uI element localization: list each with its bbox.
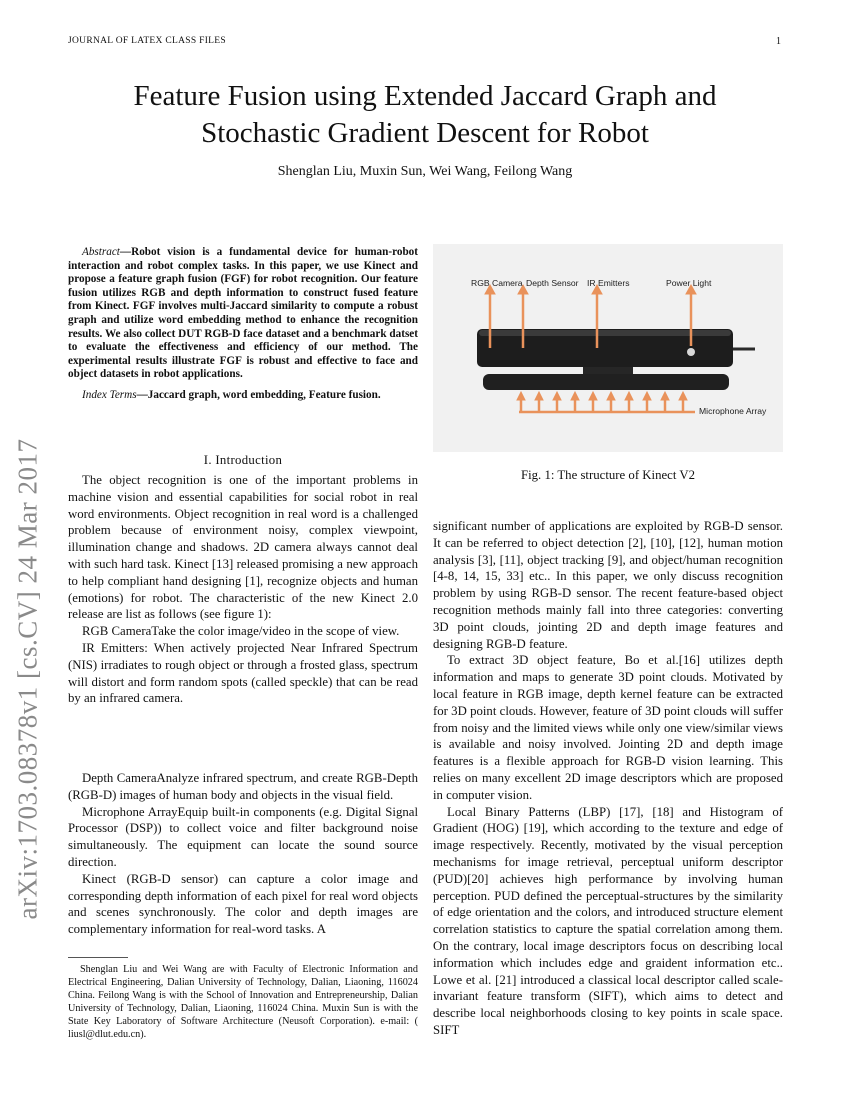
footnote-block [68, 963, 418, 1041]
kinect-illustration [433, 244, 783, 452]
abstract [68, 246, 418, 382]
microphone-array-paragraph: Microphone ArrayEquip built-in components (e.g. Digital Signal Processor (DSP)) to collect voice and filter background noise simultaneously. The equipment can locate the sound source direction. [68, 804, 418, 869]
author-list: Shenglan Liu, Muxin Sun, Wei Wang, Feilong Wang [277, 164, 573, 179]
label-ir-emitters: IR Emitters [587, 278, 630, 288]
mic-arrowhead [589, 392, 597, 400]
label-microphone-array: Microphone Array [699, 406, 767, 416]
kinect-paragraph: Kinect (RGB-D sensor) can capture a color image and corresponding depth information of each pixel for real word objects and scenes synchronously. The color and depth images are complementary information for real-word tasks. A [68, 871, 418, 937]
point-cloud-paragraph: To extract 3D object feature, Bo et al.[16] utilizes depth information and maps to generate 3D point clouds. Motivated by local feature in RGB image, depth kernel feature can be extracted for 3D point clouds. However, feature of 3D point clouds will suffer from noisy and the limited views while only one view/similar views is available and noisy involved. Jointing 2D and depth image features is a flexible approach for RGB-D vision learning. This relies on many excellent 2D image descriptors which are proposed in computer vision. [433, 653, 783, 802]
intro-paragraph: The object recognition is one of the important problems in machine vision and essential capabilities for social robot in real word environments. Object recognition in real word is a challenged problem because of environment noisy, complex viewpoint, illumination change and shadows. 2D camera always cannot deal with such hard task. Kinect [13] released promising a new approach to help compliant hand designing [1], recognize objects and human (emotions) for robot. The characteristic of the new Kinect 2.0 release are list as follows (see figure 1): [68, 473, 418, 622]
right-column-body [433, 518, 783, 1039]
section-heading-introduction: I. Introduction [203, 453, 283, 467]
paper-title [60, 78, 790, 152]
mic-arrowhead [625, 392, 633, 400]
abstract-label: Abstract [82, 246, 120, 258]
mic-arrowhead [571, 392, 579, 400]
title-line-1: Feature Fusion using Extended Jaccard Graph and [133, 80, 717, 112]
label-rgb-camera: RGB Camera [471, 278, 523, 288]
index-terms-label: Index Terms [82, 388, 137, 401]
label-depth-sensor: Depth Sensor [526, 278, 579, 288]
ir-emitters-paragraph: IR Emitters: When actively projected Near Infrared Spectrum (NIS) irradiates to rough object or through a frosted glass, spectrum will distort and form random spots (called speckle) that can be read by an infrared camera. [68, 640, 418, 706]
running-header: JOURNAL OF LATEX CLASS FILES [68, 36, 226, 46]
intro-body-2 [68, 770, 418, 938]
footnote-rule [68, 957, 128, 958]
intro-body-1 [68, 472, 418, 707]
abstract-text: —Robot vision is a fundamental device for human-robot interaction and robot complex tasks. In this paper, we use Kinect and propose a feature graph fusion (FGF) for robot recognition. Our feature fusion utilizes RGB and depth information to construct fused feature from Kinect. FGF involves multi-Jaccard similarity to compute a robust graph and utilize word embedding method to enhance the recognition results. We also collect DUT RGB-D face dataset and a benchmark datset to evaluate the effectiveness and efficiency of our method. The experimental results illustrate FGF is robust and effective to face and object datasets in robot applications. [68, 246, 418, 381]
mic-arrowhead [553, 392, 561, 400]
rgb-camera-paragraph: RGB CameraTake the color image/video in the scope of view. [82, 624, 400, 639]
title-line-2: Stochastic Gradient Descent for Robot [201, 117, 649, 149]
kinect-figure [433, 244, 783, 452]
power-light-icon [687, 348, 695, 356]
arxiv-id: arXiv:1703.08378v1 [cs.CV] 24 Mar 2017 [12, 438, 43, 920]
microphone-arrows [517, 392, 695, 412]
mic-arrowhead [643, 392, 651, 400]
kinect-neck [583, 367, 633, 375]
author-affiliation-footnote: Shenglan Liu and Wei Wang are with Faculty of Electronic Information and Electrical Engineering, Dalian University of Technology, Dalian, Liaoning, 116024 China. Feilong Wang is with the School of Innovation and Entrepreneurship, Dalian University of Technology, Dalian, Liaoning, 116024 China. Muxin Sun is with the State Key Laboratory of Software Architecture (Neusoft Corporation). e-mail: ( liusl@dlut.edu.cn). [68, 964, 418, 1040]
mic-arrowhead [679, 392, 687, 400]
depth-camera-paragraph: Depth CameraAnalyze infrared spectrum, and create RGB-Depth (RGB-D) images of human body and objects in the visual field. [68, 771, 418, 802]
index-terms [68, 389, 418, 403]
mic-arrowhead [661, 392, 669, 400]
figure-caption: Fig. 1: The structure of Kinect V2 [520, 468, 696, 482]
kinect-base [483, 374, 729, 390]
abstract-block [68, 246, 418, 403]
index-terms-text: —Jaccard graph, word embedding, Feature fusion. [136, 388, 381, 401]
label-power-light: Power Light [666, 278, 712, 288]
mic-arrowhead [517, 392, 525, 400]
descriptor-paragraph: Local Binary Patterns (LBP) [17], [18] and Histogram of Gradient (HOG) [19], which according to the texture and edge of image respectively. Recently, motivated by the visual perception mechanisms for image retrieval, perceptual uniform descriptor (PUD)[20] achieves high performance by involving human perception. PUD defined the perceptual-structures by the similarity of edge orientation and the colors, and introduced structure element correlation statistics to capture the spatial correlation among them. On the contrary, local image descriptors focus on describing local information which includes edge and graident information etc.. Lowe et al. [21] introduced a classical local descriptor called scale-invariant feature transform (SIFT), which aims to detect and describe local neighborhoods closing to key points in scale space. SIFT [433, 804, 783, 1037]
kinect-body-highlight [479, 330, 731, 336]
mic-arrowhead [607, 392, 615, 400]
applications-paragraph: significant number of applications are exploited by RGB-D sensor. It can be referred to object detection [2], [10], [12], human motion analysis [3], [11], object tracking [9], and object/human recognition [4-8, 14, 15, 33] etc.. In this paper, we only discuss recognition problem by using RGB-D sensor. The recent feature-based object recognition methods mainly fall into three categories: converting 3D point clouds, jointing 2D and depth image features and designing RGB-D feature. [433, 519, 783, 651]
page-number: 1 [776, 36, 781, 47]
mic-arrowhead [535, 392, 543, 400]
